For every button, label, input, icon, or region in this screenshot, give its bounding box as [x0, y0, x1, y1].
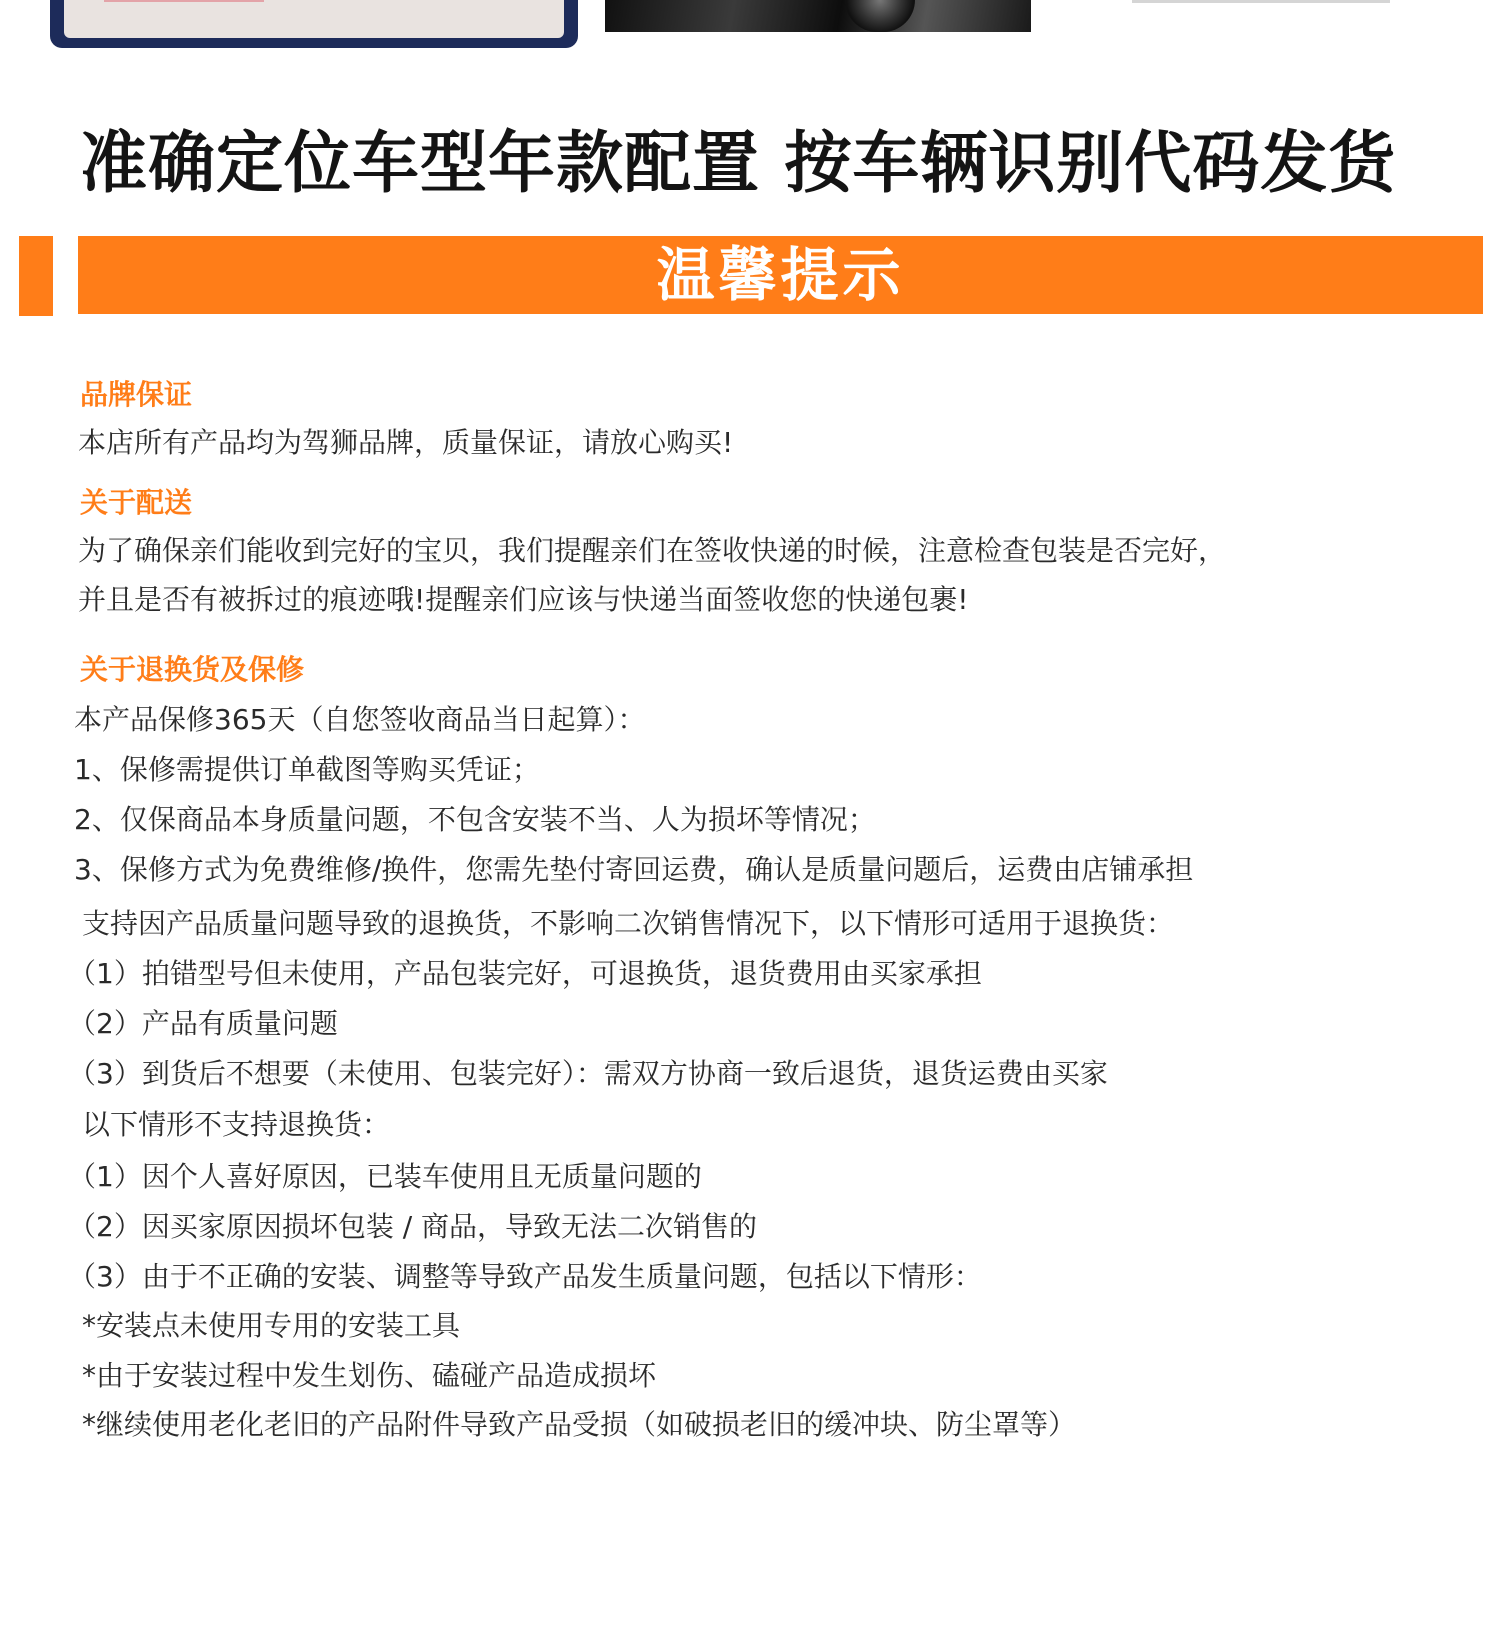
car-photo-image	[605, 0, 1031, 32]
returns-line: （3）到货后不想要（未使用、包装完好）：需双方协商一致后退货，退货运费由买家	[68, 1057, 1108, 1090]
page-headline: 准确定位车型年款配置 按车辆识别代码发货	[80, 124, 1397, 202]
returns-line: 3、保修方式为免费维修/换件，您需先垫付寄回运费，确认是质量问题后，运费由店铺承担	[74, 853, 1194, 886]
delivery-text-1: 为了确保亲们能收到完好的宝贝，我们提醒亲们在签收快递的时候，注意检查包装是否完好，	[78, 534, 1227, 567]
section-title-returns: 关于退换货及保修	[80, 653, 305, 686]
section-title-delivery: 关于配送	[80, 486, 193, 519]
returns-line: （1）因个人喜好原因，已装车使用且无质量问题的	[68, 1160, 702, 1193]
wheel-graphic	[845, 0, 915, 32]
brand-text: 本店所有产品均为驾狮品牌，质量保证，请放心购买!	[78, 426, 734, 459]
returns-line: *由于安装过程中发生划伤、磕碰产品造成损坏	[82, 1359, 657, 1392]
returns-line: *安装点未使用专用的安装工具	[82, 1309, 461, 1342]
returns-line: 本产品保修365天（自您签收商品当日起算）：	[74, 703, 646, 736]
returns-line: （2）因买家原因损坏包装 / 商品，导致无法二次销售的	[68, 1210, 758, 1243]
returns-line: （3）由于不正确的安装、调整等导致产品发生质量问题，包括以下情形：	[68, 1260, 982, 1293]
returns-line: （2）产品有质量问题	[68, 1007, 338, 1040]
returns-line: 支持因产品质量问题导致的退换货，不影响二次销售情况下，以下情形可适用于退换货：	[82, 907, 1175, 940]
delivery-text-2: 并且是否有被拆过的痕迹哦!提醒亲们应该与快递当面签收您的快递包裹!	[78, 583, 969, 616]
returns-line: 1、保修需提供订单截图等购买凭证；	[74, 753, 540, 786]
returns-line: *继续使用老化老旧的产品附件导致产品受损（如破损老旧的缓冲块、防尘罩等）	[82, 1408, 1077, 1441]
returns-line: 以下情形不支持退换货：	[82, 1108, 391, 1141]
returns-line: 2、仅保商品本身质量问题，不包含安装不当、人为损坏等情况；	[74, 803, 876, 836]
banner-accent-block	[19, 236, 53, 316]
section-title-brand: 品牌保证	[80, 378, 193, 411]
returns-line: （1）拍错型号但未使用，产品包装完好，可退换货，退货费用由买家承担	[68, 957, 982, 990]
notice-banner: 温馨提示	[78, 236, 1483, 314]
product-image-edge	[1132, 0, 1390, 3]
registration-card-image	[50, 0, 578, 48]
